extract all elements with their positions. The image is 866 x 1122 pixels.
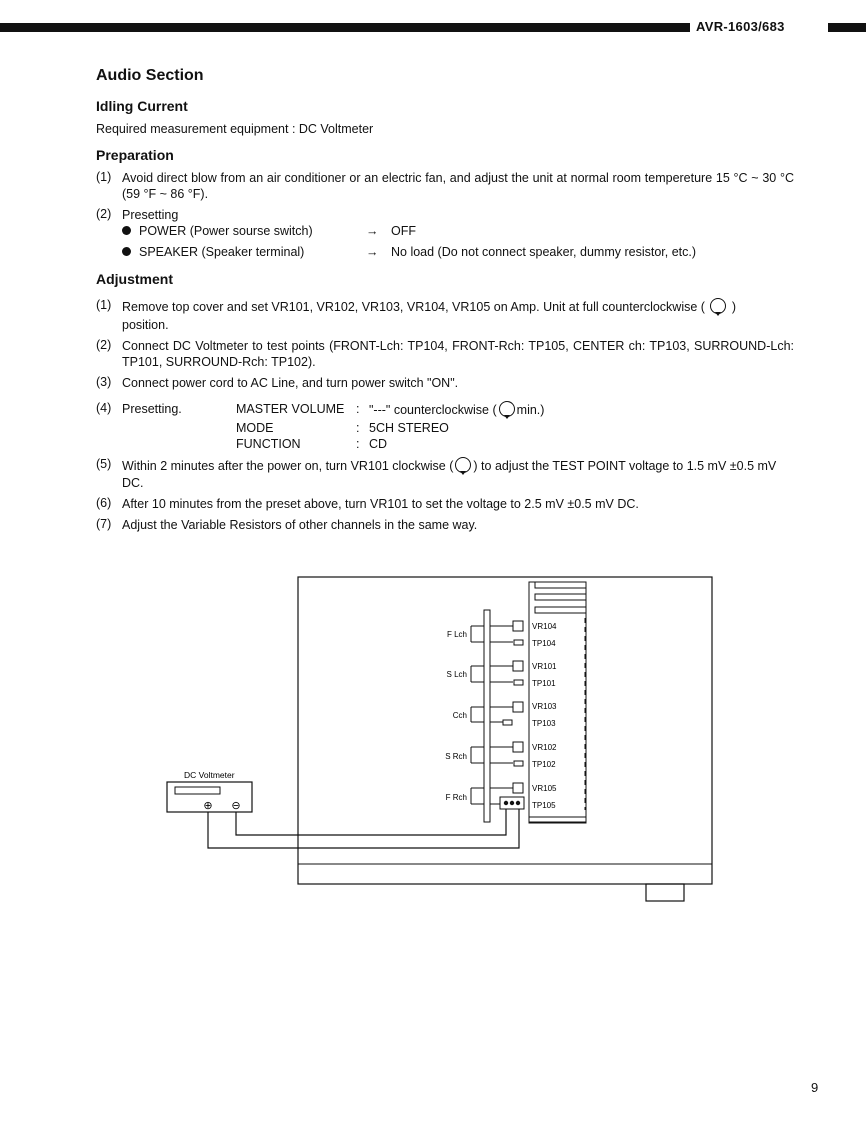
minus-terminal-icon: ⊖	[231, 800, 241, 812]
model-title: AVR-1603/683	[696, 19, 785, 34]
preset-key-master-volume: MASTER VOLUME	[236, 402, 345, 416]
vr-label: VR101	[532, 662, 557, 671]
vr-trimmer	[513, 742, 523, 752]
adj-num-2: (2)	[96, 338, 112, 352]
test-point	[514, 680, 523, 685]
channel-label: F Lch	[446, 630, 467, 639]
vr-label: VR105	[532, 784, 557, 793]
heatsink-bar	[484, 610, 490, 822]
preset-power-arrow: →	[366, 224, 379, 238]
board-strip	[535, 607, 586, 613]
adj-num-6: (6)	[96, 496, 112, 510]
equipment-text: Required measurement equipment : DC Voltmeter	[96, 122, 374, 136]
channel-label: F Rch	[445, 793, 467, 802]
channel-cch	[453, 702, 557, 728]
prep-text-1: Avoid direct blow from an air conditioner or an electric fan, and adjust the unit at normal room tempereture 15 °C ~ 30 °C (59 °F ~ 86 °F).	[122, 171, 794, 201]
channel-label: Cch	[452, 711, 467, 720]
adjustment-title: Adjustment	[96, 271, 173, 287]
test-point	[503, 720, 512, 725]
dc-voltmeter-label: DC Voltmeter	[184, 770, 235, 780]
preset-sep: :	[356, 437, 360, 451]
vr-label: VR103	[532, 702, 557, 711]
voltmeter-display	[175, 787, 220, 794]
board-strip	[535, 594, 586, 600]
tp-label: TP105	[532, 801, 556, 810]
preset-speaker-arrow: →	[366, 245, 379, 259]
chassis-foot	[646, 884, 684, 901]
idling-title: Idling Current	[96, 98, 188, 114]
vr-trimmer	[513, 621, 523, 631]
adj-text-6: After 10 minutes from the preset above, turn VR101 to set the voltage to 2.5 mV ±0.5 mV DC.	[122, 497, 639, 511]
prep-num-2: (2)	[96, 207, 112, 221]
preset-sep: :	[356, 402, 360, 416]
adj-num-5: (5)	[96, 457, 112, 471]
probe-wire-minus	[236, 809, 506, 835]
adj-num-7: (7)	[96, 517, 112, 531]
tp-label: TP102	[532, 760, 556, 769]
adj-text-1b: position.	[122, 318, 169, 332]
vr-trimmer	[513, 661, 523, 671]
adj-text-5: Within 2 minutes after the power on, turn VR101 clockwise ( ) to adjust the TEST POINT voltage to 1.5 mV ±0.5 mV	[122, 459, 777, 473]
page-number: 9	[811, 1080, 819, 1095]
adj-text-2: Connect DC Voltmeter to test points (FRONT-Lch: TP104, FRONT-Rch: TP105, CENTER ch: TP103, SURROUND-Lch: TP101, SURROUND-Rch: TP102).	[122, 339, 794, 369]
prep-text-2: Presetting	[122, 208, 179, 222]
preset-value-master-volume: "---" counterclockwise ( min.)	[369, 403, 545, 417]
test-point	[514, 640, 523, 645]
prep-num-1: (1)	[96, 170, 112, 184]
section-title: Audio Section	[96, 67, 204, 84]
preset-speaker: SPEAKER (Speaker terminal)	[122, 244, 304, 260]
preset-value-function: CD	[369, 437, 388, 451]
adj-label-4: Presetting.	[122, 402, 182, 416]
adj-text-1: Remove top cover and set VR101, VR102, VR103, VR104, VR105 on Amp. Unit at full counterclockwise ( )	[122, 300, 737, 314]
adj-num-1: (1)	[96, 298, 112, 312]
vr-trimmer	[513, 702, 523, 712]
unit-chassis	[298, 577, 712, 884]
adj-text-3: Connect power cord to AC Line, and turn power switch "ON".	[122, 376, 459, 390]
preparation-title: Preparation	[96, 147, 174, 163]
adj-text-7: Adjust the Variable Resistors of other channels in the same way.	[122, 518, 478, 532]
preset-key-function: FUNCTION	[236, 437, 301, 451]
adj-num-4: (4)	[96, 401, 112, 415]
preset-key-mode: MODE	[236, 421, 274, 435]
vr-label: VR104	[532, 622, 557, 631]
preset-speaker-value: No load (Do not connect speaker, dummy resistor, etc.)	[391, 245, 696, 259]
plus-terminal-icon: ⊕	[203, 800, 213, 812]
test-point	[514, 761, 523, 766]
channel-f-rch	[446, 783, 557, 810]
adj-text-5b: DC.	[122, 476, 144, 490]
channel-label: S Rch	[445, 752, 467, 761]
board-strip	[535, 582, 586, 588]
tp-label: TP101	[532, 679, 556, 688]
channel-label: S Lch	[446, 670, 467, 679]
vr-label: VR102	[532, 743, 557, 752]
channel-f-lch	[447, 621, 557, 648]
preset-sep: :	[356, 421, 360, 435]
vr-trimmer	[513, 783, 523, 793]
channel-s-rch	[445, 742, 557, 769]
preset-power: POWER (Power sourse switch)	[122, 223, 313, 239]
adj-num-3: (3)	[96, 375, 112, 389]
tp-label: TP104	[532, 639, 556, 648]
tp-label: TP103	[532, 719, 556, 728]
preset-value-mode: 5CH STEREO	[369, 421, 449, 435]
preset-power-value: OFF	[391, 224, 416, 238]
probe-wire-plus	[208, 809, 519, 848]
channel-s-lch	[447, 661, 557, 688]
